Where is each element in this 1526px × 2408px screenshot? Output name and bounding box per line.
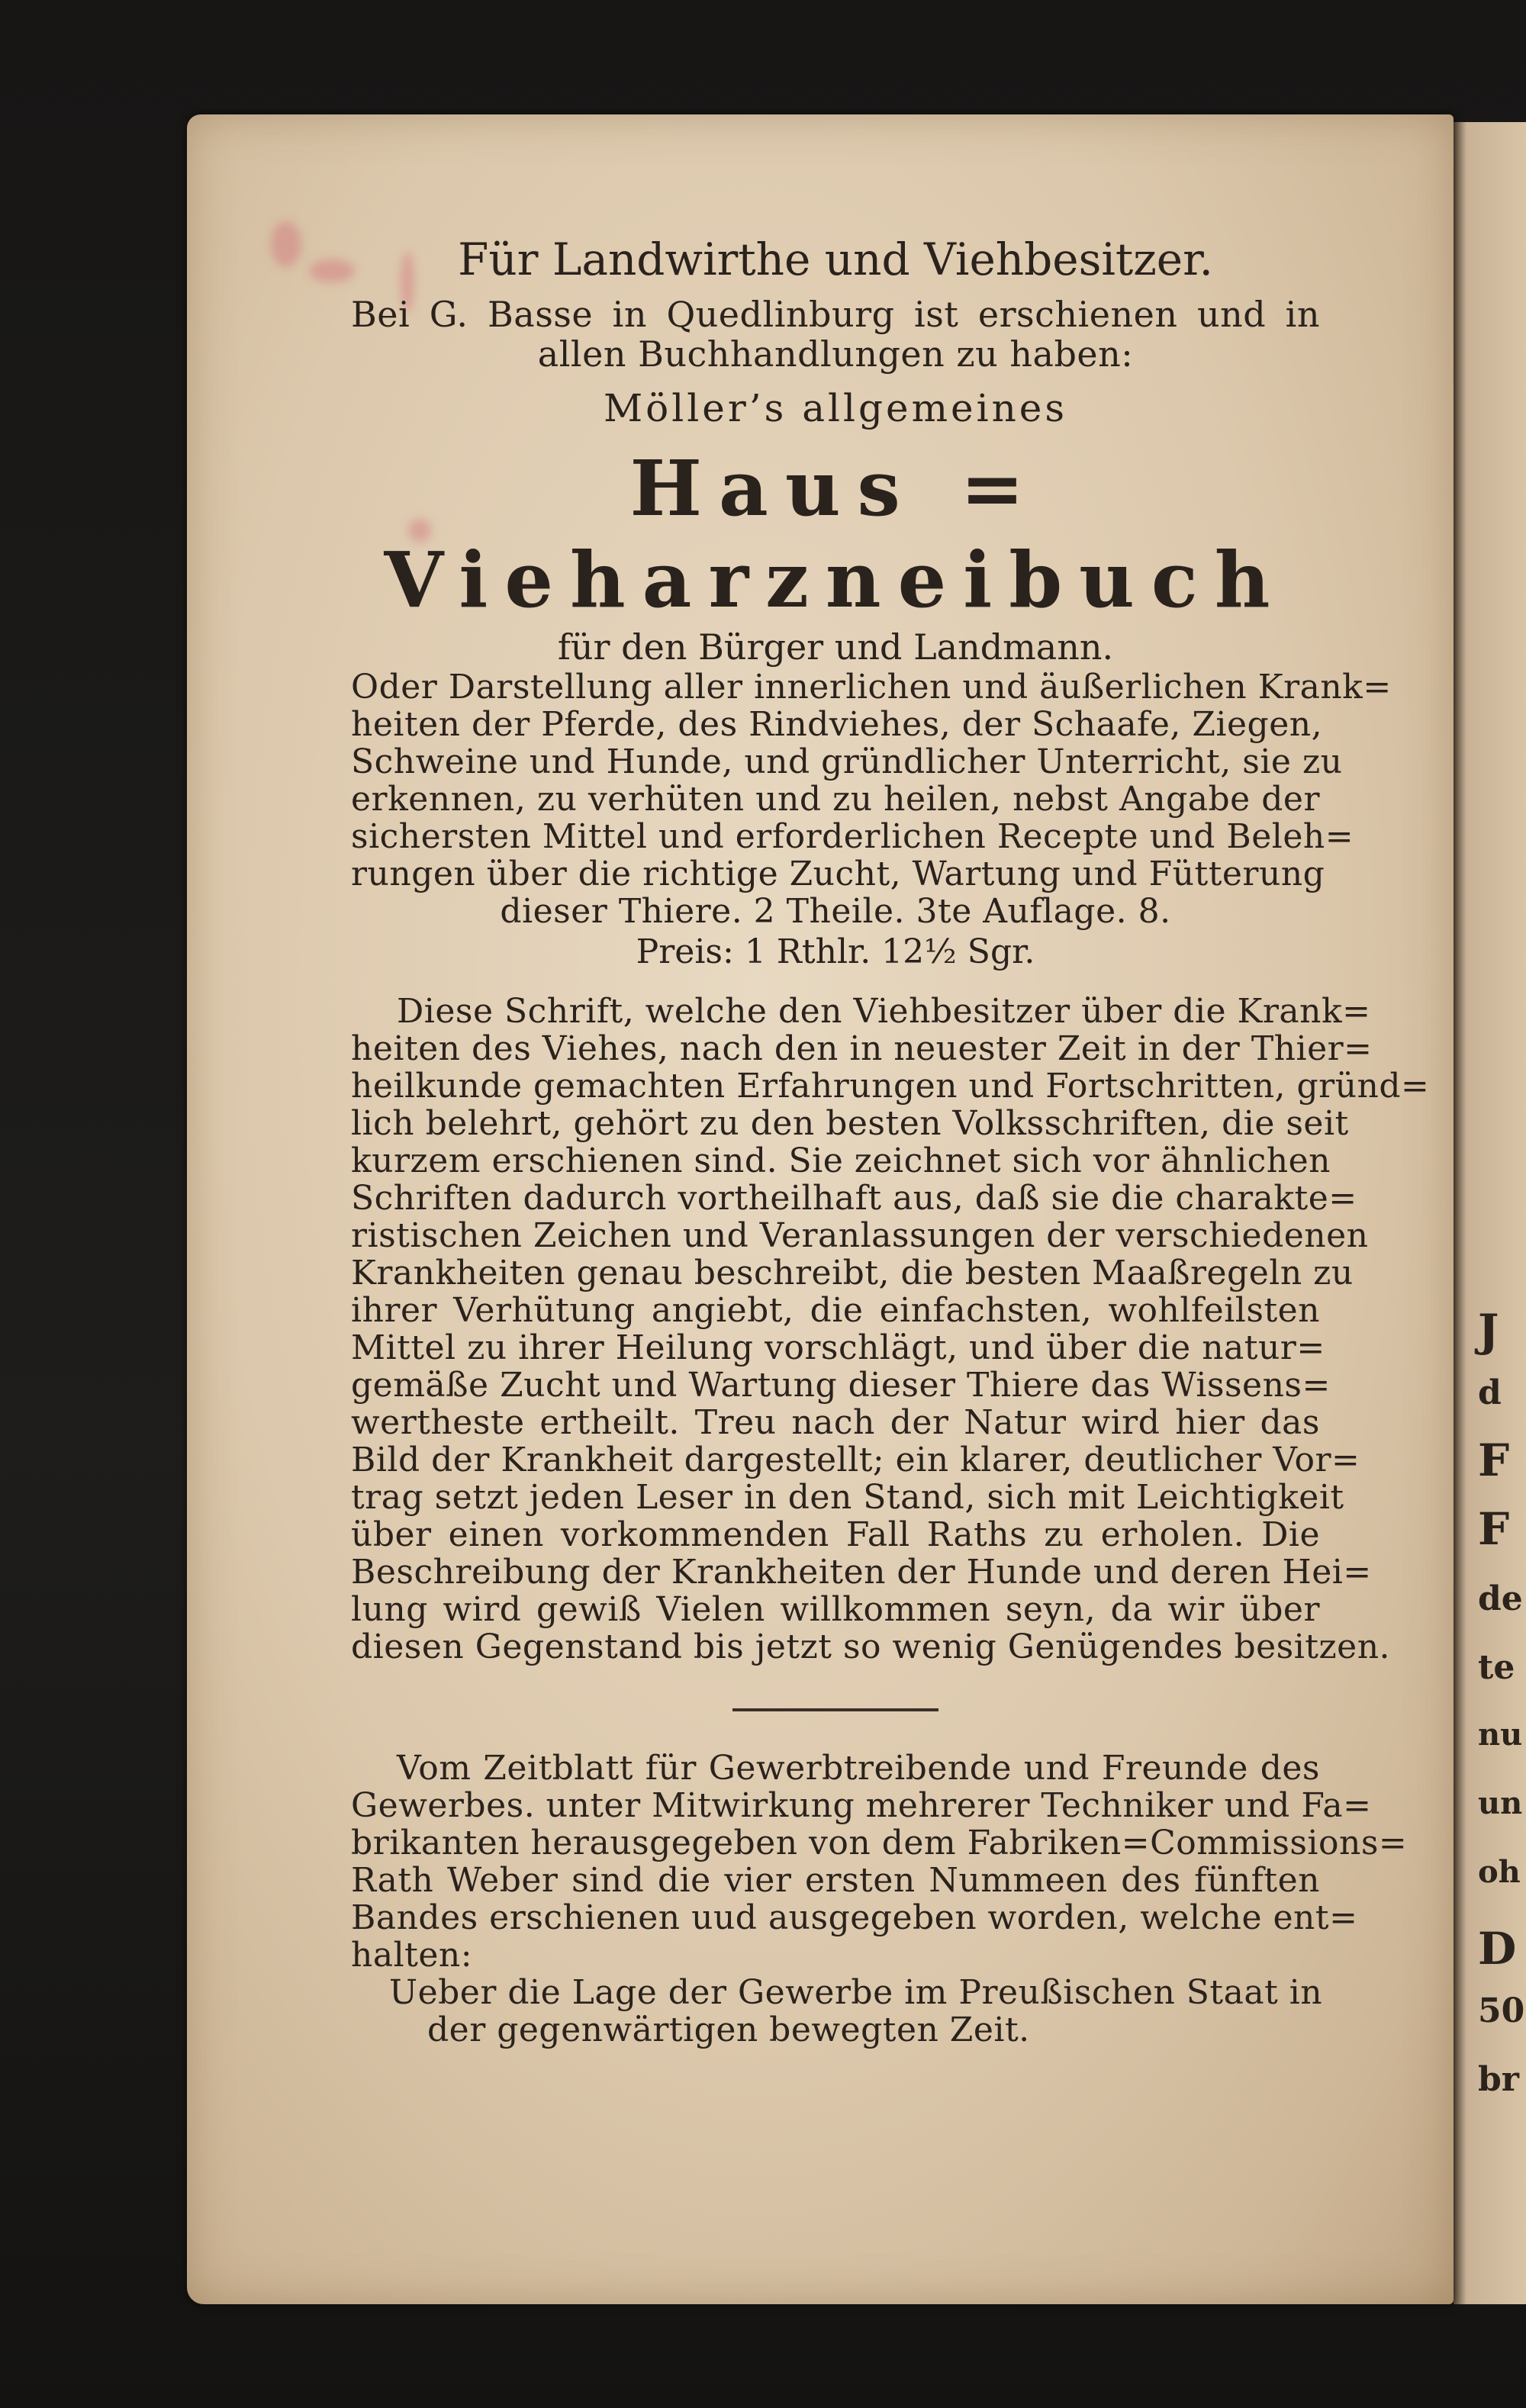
review-line: heiten des Viehes, nach den in neuester Zeit in der Thier=	[351, 1029, 1373, 1068]
description-line: rungen über die richtige Zucht, Wartung und Fütterung	[351, 855, 1325, 893]
notice-line: Vom Zeitblatt für Gewerbtreibende und Freunde des	[397, 1749, 1320, 1788]
description-line: heiten der Pferde, des Rindviehes, der Schaafe, Ziegen,	[351, 705, 1323, 744]
adjacent-page-fragment: br	[1478, 2060, 1519, 2099]
review-line: diesen Gegenstand bis jetzt so wenig Genügendes besitzen.	[351, 1627, 1391, 1666]
adjacent-page-fragment: un	[1478, 1785, 1523, 1821]
review-line: kurzem erschienen sind. Sie zeichnet sich vor ähnlichen	[351, 1141, 1331, 1180]
book-price: Preis: 1 Rthlr. 12½ Sgr.	[636, 932, 1035, 971]
description-line: Schweine und Hunde, und gründlicher Unterricht, sie zu	[351, 742, 1343, 781]
publisher-announcement-line: allen Buchhandlungen zu haben:	[537, 333, 1134, 375]
description-line: dieser Thiere. 2 Theile. 3te Auflage. 8.	[500, 892, 1171, 931]
ink-stain	[309, 259, 355, 282]
book-author-line: Möller’s allgemeines	[603, 386, 1068, 430]
page-heading: Für Landwirthe und Viehbesitzer.	[458, 233, 1213, 285]
description-line: Oder Darstellung aller innerlichen und äußerlichen Krank=	[351, 668, 1392, 707]
review-line: über einen vorkommenden Fall Raths zu erholen. Die	[351, 1515, 1320, 1554]
section-divider	[732, 1708, 938, 1711]
adjacent-page-fragment: F	[1478, 1434, 1510, 1486]
review-line: ihrer Verhütung angiebt, die einfachsten, wohlfeilsten	[351, 1291, 1320, 1330]
page-text	[351, 229, 1430, 2049]
book-subtitle: für den Bürger und Landmann.	[557, 626, 1114, 668]
publisher-announcement-line: Bei G. Basse in Quedlinburg ist erschienen und in	[351, 294, 1320, 335]
review-line: lung wird gewiß Vielen willkommen seyn, da wir über	[351, 1590, 1320, 1629]
review-line: ristischen Zeichen und Veranlassungen der verschiedenen	[351, 1216, 1369, 1255]
review-line: Diese Schrift, welche den Viehbesitzer über die Krank=	[397, 992, 1371, 1031]
notice-line: Rath Weber sind die vier ersten Nummeen des fünften	[351, 1861, 1320, 1900]
adjacent-page-fragment: D	[1478, 1923, 1517, 1975]
description-line: erkennen, zu verhüten und zu heilen, nebst Angabe der	[351, 780, 1320, 819]
review-line: gemäße Zucht und Wartung dieser Thiere das Wissens=	[351, 1366, 1331, 1405]
review-line: Schriften dadurch vortheilhaft aus, daß sie die charakte=	[351, 1179, 1357, 1218]
notice-line: halten:	[351, 1936, 473, 1975]
notice-line: Gewerbes. unter Mitwirkung mehrerer Techniker und Fa=	[351, 1786, 1372, 1825]
contents-line: der gegenwärtigen bewegten Zeit.	[427, 2010, 1030, 2049]
adjacent-page-fragment: oh	[1478, 1854, 1521, 1890]
book-title: Haus = Vieharzneibuch	[384, 443, 1287, 625]
adjacent-page-fragment: de	[1478, 1579, 1523, 1618]
contents-line: Ueber die Lage der Gewerbe im Preußischen Staat in	[389, 1973, 1323, 2012]
adjacent-page-fragment: F	[1478, 1503, 1510, 1555]
review-line: Bild der Krankheit dargestellt; ein klarer, deutlicher Vor=	[351, 1441, 1360, 1479]
notice-line: brikanten herausgegeben von dem Fabriken=Commissions=	[351, 1824, 1408, 1862]
review-line: Beschreibung der Krankheiten der Hunde und deren Hei=	[351, 1553, 1372, 1592]
review-line: wertheste ertheilt. Treu nach der Natur wird hier das	[351, 1403, 1320, 1442]
adjacent-page-fragment: d	[1478, 1373, 1502, 1412]
review-line: trag setzt jeden Leser in den Stand, sich mit Leichtigkeit	[351, 1478, 1344, 1517]
adjacent-page-fragment: 50	[1478, 1991, 1525, 2030]
review-line: Krankheiten genau beschreibt, die besten Maaßregeln zu	[351, 1254, 1354, 1293]
description-line: sichersten Mittel und erforderlichen Recepte und Beleh=	[351, 817, 1354, 856]
ink-stain	[271, 221, 301, 267]
adjacent-page-fragment: nu	[1478, 1717, 1523, 1753]
review-line: lich belehrt, gehört zu den besten Volksschriften, die seit	[351, 1104, 1349, 1143]
adjacent-page-fragment: J	[1478, 1305, 1499, 1357]
adjacent-page-fragment: te	[1478, 1648, 1515, 1687]
adjacent-page-edge	[1454, 122, 1526, 2304]
review-line: Mittel zu ihrer Heilung vorschlägt, und über die natur=	[351, 1328, 1325, 1367]
notice-line: Bandes erschienen uud ausgegeben worden, welche ent=	[351, 1898, 1358, 1937]
review-line: heilkunde gemachten Erfahrungen und Fortschritten, gründ=	[351, 1067, 1430, 1106]
